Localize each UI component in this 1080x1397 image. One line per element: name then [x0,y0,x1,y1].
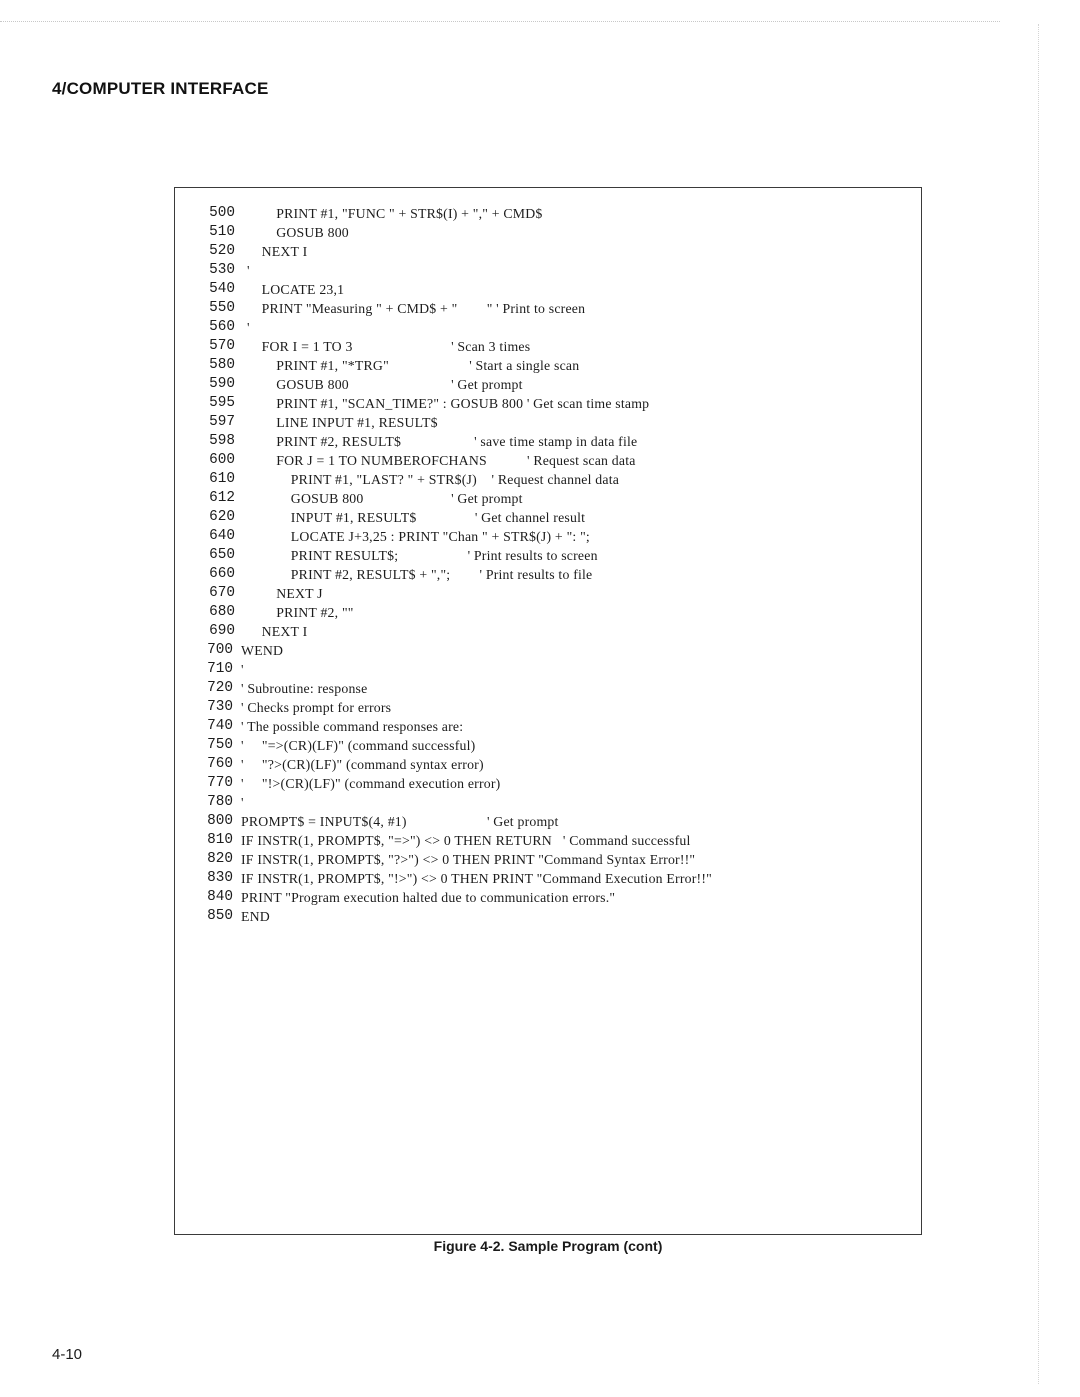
code-text: GOSUB 800 ' Get prompt [247,491,523,506]
line-number: 850 [207,908,233,924]
line-number: 620 [209,509,235,525]
code-text: ' The possible command responses are: [241,719,464,734]
code-text: ' [247,263,250,278]
line-number: 612 [209,490,235,506]
code-text: PRINT #1, "*TRG" ' Start a single scan [247,358,580,373]
code-text: LOCATE 23,1 [247,282,345,297]
line-number: 598 [209,433,235,449]
code-text: ' Subroutine: response [241,681,368,696]
line-number: 780 [207,794,233,810]
line-number: 820 [207,851,233,867]
code-text: ' "=>(CR)(LF)" (command successful) [241,738,476,753]
line-number: 510 [209,224,235,240]
page-number: 4-10 [52,1346,83,1363]
line-number: 660 [209,566,235,582]
line-number: 740 [207,718,233,734]
line-number: 650 [209,547,235,563]
code-text: LOCATE J+3,25 : PRINT "Chan " + STR$(J) + ": "; [247,529,590,544]
line-number: 810 [207,832,233,848]
line-number: 610 [209,471,235,487]
code-text: LINE INPUT #1, RESULT$ [247,415,438,430]
code-text: PRINT "Program execution halted due to communication errors." [241,890,616,905]
line-number: 710 [207,661,233,677]
code-text: WEND [241,643,284,658]
line-number: 550 [209,300,235,316]
line-number: 500 [209,205,235,221]
code-text: INPUT #1, RESULT$ ' Get channel result [247,510,586,525]
code-text: PRINT "Measuring " + CMD$ + " " ' Print to screen [247,301,586,316]
figure-caption: Figure 4-2. Sample Program (cont) [433,1238,663,1254]
code-text: FOR I = 1 TO 3 ' Scan 3 times [247,339,531,354]
code-text: PRINT #2, "" [247,605,354,620]
code-text: NEXT I [247,624,308,639]
code-text: PRINT #2, RESULT$ + ","; ' Print results to file [247,567,593,582]
line-number: 597 [209,414,235,430]
line-number: 640 [209,528,235,544]
line-number: 560 [209,319,235,335]
line-number: 520 [209,243,235,259]
code-text: PROMPT$ = INPUT$(4, #1) ' Get prompt [241,814,559,829]
code-text: ' Checks prompt for errors [241,700,392,715]
code-text: FOR J = 1 TO NUMBEROFCHANS ' Request scan data [247,453,636,468]
code-text: PRINT #1, "LAST? " + STR$(J) ' Request channel data [247,472,620,487]
line-number: 700 [207,642,233,658]
line-number: 690 [209,623,235,639]
line-number: 570 [209,338,235,354]
code-text: ' "!>(CR)(LF)" (command execution error) [241,776,501,791]
line-number: 600 [209,452,235,468]
line-number: 530 [209,262,235,278]
code-text: NEXT J [247,586,323,601]
code-text: ' [247,320,250,335]
line-number: 840 [207,889,233,905]
line-number: 595 [209,395,235,411]
line-number: 580 [209,357,235,373]
line-number: 680 [209,604,235,620]
line-number: 760 [207,756,233,772]
line-number: 670 [209,585,235,601]
code-text: ' "?>(CR)(LF)" (command syntax error) [241,757,484,772]
line-number: 800 [207,813,233,829]
right-margin-rule [1038,24,1039,1384]
top-dotted-rule [0,21,1000,22]
code-text: NEXT I [247,244,308,259]
code-text: PRINT #1, "FUNC " + STR$(I) + "," + CMD$ [247,206,543,221]
code-text: PRINT #2, RESULT$ ' save time stamp in data file [247,434,638,449]
code-text: GOSUB 800 [247,225,349,240]
line-number: 750 [207,737,233,753]
code-text: IF INSTR(1, PROMPT$, "?>") <> 0 THEN PRINT "Command Syntax Error!!" [241,852,696,867]
code-text: END [241,909,270,924]
code-text: ' [241,662,244,677]
line-number: 540 [209,281,235,297]
code-text: GOSUB 800 ' Get prompt [247,377,523,392]
code-text: IF INSTR(1, PROMPT$, "!>") <> 0 THEN PRINT "Command Execution Error!!" [241,871,712,886]
line-number: 770 [207,775,233,791]
code-text: PRINT #1, "SCAN_TIME?" : GOSUB 800 ' Get scan time stamp [247,396,650,411]
code-text: PRINT RESULT$; ' Print results to screen [247,548,598,563]
line-number: 590 [209,376,235,392]
line-number: 730 [207,699,233,715]
code-listing-box [174,187,922,1235]
code-text: IF INSTR(1, PROMPT$, "=>") <> 0 THEN RETURN ' Command successful [241,833,691,848]
section-header: 4/COMPUTER INTERFACE [52,79,269,98]
line-number: 830 [207,870,233,886]
code-text: ' [241,795,244,810]
line-number: 720 [207,680,233,696]
